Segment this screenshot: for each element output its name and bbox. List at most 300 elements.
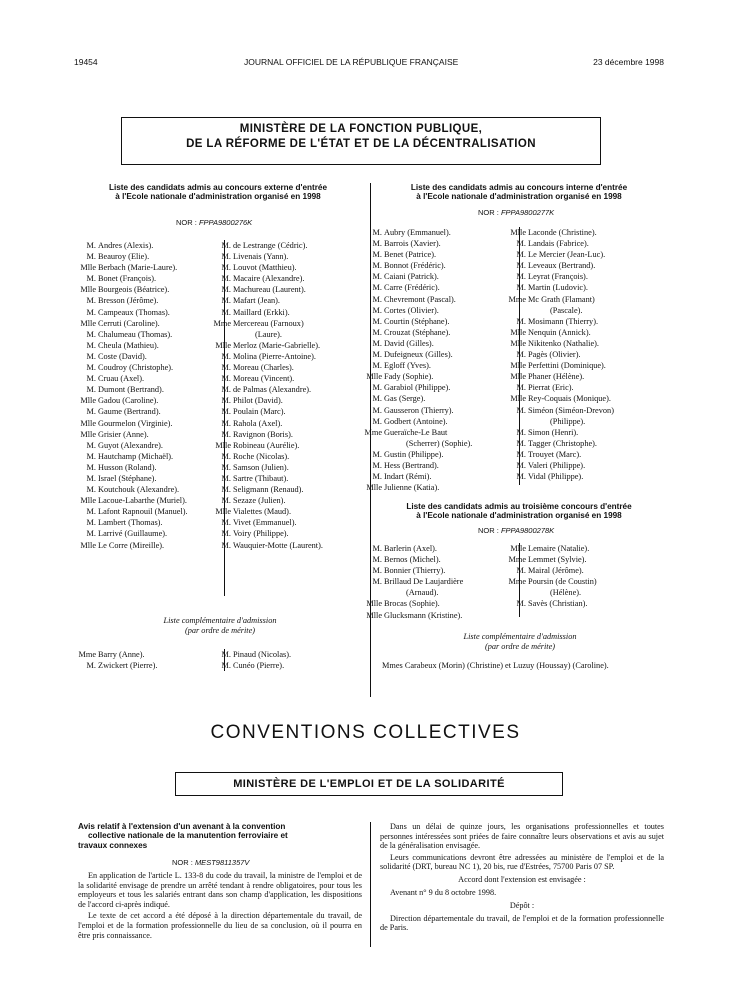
nor-label: NOR : xyxy=(172,858,193,867)
candidate-name: Zwickert (Pierre). xyxy=(98,661,158,671)
candidate-name: Samson (Julien). xyxy=(233,462,289,472)
avis-left-text xyxy=(78,871,362,940)
candidate-title: Mlle xyxy=(215,340,231,350)
candidate-row xyxy=(364,482,514,493)
candidate-row xyxy=(364,427,514,438)
candidate-name: Julienne (Katia). xyxy=(384,483,440,493)
candidate-title: M. xyxy=(221,485,231,495)
troisieme-compl-names: Mmes Carabeux (Morin) (Christine) et Luzuy (Houssay) (Caroline). xyxy=(382,661,609,670)
candidate-title: Mlle xyxy=(510,361,526,371)
candidate-name: Bourgeois (Béatrice). xyxy=(98,285,170,295)
ministry-fonction-publique-heading xyxy=(121,117,601,165)
avis-paragraph: Le texte de cet accord a été déposé à la direction départementale du travail, de l'emploi et de la formation professionnelle du lieu de sa conclusion, où il pourra en être pris connaissance. xyxy=(78,911,362,940)
candidate-row xyxy=(213,384,363,395)
candidate-name: Voiry (Philippe). xyxy=(233,529,289,539)
interne-list-col2 xyxy=(508,227,663,482)
candidate-title: M. xyxy=(221,396,231,406)
candidate-row xyxy=(213,440,363,451)
candidate-name: Cheula (Mathieu). xyxy=(98,340,159,350)
candidate-row xyxy=(213,418,363,429)
candidate-row xyxy=(364,249,514,260)
candidate-row xyxy=(213,362,363,373)
candidate-row xyxy=(213,660,363,671)
candidate-name: Carre (Frédéric). xyxy=(384,283,440,293)
candidate-title: M. xyxy=(372,283,382,293)
candidate-name: (Arnaud). xyxy=(406,588,439,598)
candidate-name: Gausseron (Thierry). xyxy=(384,405,454,415)
candidate-title: M. xyxy=(516,427,526,437)
candidate-name: Husson (Roland). xyxy=(98,462,157,472)
avis-paragraph: Accord dont l'extension est envisagée : xyxy=(458,874,586,884)
candidate-name: Mc Grath (Flamant) xyxy=(528,294,595,304)
candidate-name: Indart (Rémi). xyxy=(384,472,432,482)
candidate-row xyxy=(78,340,223,351)
candidate-title: M. xyxy=(516,472,526,482)
candidate-row xyxy=(213,340,363,351)
candidate-row xyxy=(213,528,363,539)
candidate-row xyxy=(78,462,223,473)
candidate-title: Mlle xyxy=(510,338,526,348)
candidate-title: M. xyxy=(221,296,231,306)
candidate-title: M. xyxy=(516,316,526,326)
candidate-row xyxy=(364,471,514,482)
candidate-title: M. xyxy=(516,261,526,271)
candidate-name: Lemaire (Natalie). xyxy=(528,544,590,553)
candidate-row xyxy=(364,294,514,305)
candidate-row xyxy=(364,271,514,282)
candidate-name: Hess (Bertrand). xyxy=(384,460,439,470)
candidate-row xyxy=(213,506,363,517)
candidate-title: M. xyxy=(372,449,382,459)
candidate-title: M. xyxy=(221,473,231,483)
candidate-name: Berbach (Marie-Laure). xyxy=(98,263,178,273)
candidate-row xyxy=(364,316,514,327)
candidate-row xyxy=(364,382,514,393)
candidate-name: Aubry (Emmanuel). xyxy=(384,228,451,237)
candidate-name: Courtin (Stéphane). xyxy=(384,316,450,326)
externe-title-line1: Liste des candidats admis au concours externe d'entrée xyxy=(108,183,328,192)
candidate-name: Moreau (Charles). xyxy=(233,363,294,373)
candidate-title: M. xyxy=(86,507,96,517)
candidate-row xyxy=(508,327,663,338)
candidate-row xyxy=(508,305,663,316)
troisieme-complementaire-heading xyxy=(400,632,640,652)
candidate-name: Brillaud De Laujardière xyxy=(384,577,464,587)
avis-title-line1: Avis relatif à l'extension d'un avenant à la convention xyxy=(78,822,286,831)
externe-title xyxy=(78,183,358,202)
nor-code: FPPA9800276K xyxy=(198,218,253,227)
candidate-title: M. xyxy=(372,294,382,304)
candidate-row xyxy=(508,360,663,371)
candidate-title: M. xyxy=(516,566,526,576)
candidate-row xyxy=(78,251,223,262)
candidate-title: M. xyxy=(372,577,382,587)
avis-title xyxy=(78,822,363,850)
avis-nor xyxy=(172,858,249,867)
candidate-name: Coudroy (Christophe). xyxy=(98,363,174,373)
candidate-name: Nenquin (Annick). xyxy=(528,327,591,337)
candidate-name: Siméon (Siméon-Drevon) xyxy=(528,405,614,415)
candidate-row xyxy=(508,260,663,271)
candidate-name: Lambert (Thomas). xyxy=(98,518,163,528)
candidate-name: Robineau (Aurélie). xyxy=(233,440,300,450)
troisieme-list-col1 xyxy=(364,543,514,621)
candidate-title: Mlle xyxy=(366,372,382,382)
candidate-name: Tagger (Christophe). xyxy=(528,438,598,448)
candidate-title: Mlle xyxy=(80,285,96,295)
candidate-row xyxy=(78,351,223,362)
candidate-row xyxy=(78,329,223,340)
candidate-name: Hautchamp (Michaël). xyxy=(98,451,174,461)
candidate-row xyxy=(508,449,663,460)
candidate-title: M. xyxy=(221,285,231,295)
candidate-name: Laconde (Christine). xyxy=(528,228,597,237)
candidate-name: Cerruti (Caroline). xyxy=(98,318,160,328)
candidate-name: David (Gilles). xyxy=(384,338,434,348)
candidate-name: Macaire (Alexandre). xyxy=(233,274,305,284)
candidate-row xyxy=(78,649,223,660)
candidate-name: Martin (Ludovic). xyxy=(528,283,588,293)
candidate-title: M. xyxy=(86,374,96,384)
candidate-name: (Hélène). xyxy=(550,588,582,598)
candidate-title: M. xyxy=(221,529,231,539)
candidate-row xyxy=(508,460,663,471)
candidate-row xyxy=(508,405,663,416)
candidate-row xyxy=(213,273,363,284)
avis-right-text xyxy=(380,822,664,933)
candidate-name: Vivet (Emmanuel). xyxy=(233,518,297,528)
nor-label: NOR : xyxy=(176,218,197,227)
candidate-name: Molina (Pierre-Antoine). xyxy=(233,351,316,361)
candidate-name: Barry (Anne). xyxy=(98,650,145,659)
candidate-title: M. xyxy=(516,599,526,609)
candidate-name: Dufeigneux (Gilles). xyxy=(384,350,453,360)
candidate-title: M. xyxy=(372,316,382,326)
candidate-name: Bernos (Michel). xyxy=(384,555,441,565)
candidate-row xyxy=(213,649,363,660)
troisieme-title-line1: Liste des candidats admis au troisième concours d'entrée xyxy=(406,502,632,511)
candidate-name: Godbert (Antoine). xyxy=(384,416,448,426)
candidate-row xyxy=(78,418,223,429)
externe-list-col2 xyxy=(213,240,363,551)
candidate-name: Andres (Alexis). xyxy=(98,241,154,250)
candidate-title: M. xyxy=(516,449,526,459)
candidate-name: Chevremont (Pascal). xyxy=(384,294,456,304)
candidate-row xyxy=(364,393,514,404)
candidate-name: Maillard (Erkki). xyxy=(233,307,290,317)
candidate-title: M. xyxy=(516,350,526,360)
candidate-row xyxy=(78,395,223,406)
candidate-name: Simon (Henri). xyxy=(528,427,579,437)
candidate-name: Gadou (Caroline). xyxy=(98,396,159,406)
candidate-name: Rahola (Axel). xyxy=(233,418,283,428)
candidate-title: M. xyxy=(221,374,231,384)
candidate-name: Chalumeau (Thomas). xyxy=(98,329,173,339)
candidate-title: M. xyxy=(221,496,231,506)
interne-list-col1 xyxy=(364,227,514,493)
candidate-name: Garabiol (Philippe). xyxy=(384,383,451,393)
candidate-name: Gas (Serge). xyxy=(384,394,426,404)
candidate-row xyxy=(508,416,663,427)
candidate-row xyxy=(78,240,223,251)
candidate-title: M. xyxy=(221,540,231,550)
candidate-name: Mairal (Jérôme). xyxy=(528,566,584,576)
candidate-title: M. xyxy=(221,307,231,317)
candidate-title: M. xyxy=(86,485,96,495)
candidate-row xyxy=(78,495,223,506)
candidate-row xyxy=(78,517,223,528)
candidate-name: Nikitenko (Nathalie). xyxy=(528,338,599,348)
candidate-name: Poursin (de Coustin) xyxy=(528,577,597,587)
compl-line2: (par ordre de mérite) xyxy=(484,642,556,651)
candidate-row xyxy=(78,362,223,373)
candidate-row xyxy=(78,473,223,484)
candidate-title: M. xyxy=(221,351,231,361)
candidate-name: Rey-Coquais (Monique). xyxy=(528,394,611,404)
candidate-title: M. xyxy=(372,394,382,404)
candidate-row xyxy=(364,238,514,249)
candidate-title: M. xyxy=(372,350,382,360)
candidate-name: Machureau (Laurent). xyxy=(233,285,306,295)
candidate-row xyxy=(213,451,363,462)
candidate-name: Cunéo (Pierre). xyxy=(233,661,285,671)
externe-compl-col1 xyxy=(78,649,223,671)
candidate-row xyxy=(213,329,363,340)
candidate-row xyxy=(364,460,514,471)
candidate-title: Mlle xyxy=(80,318,96,328)
candidate-name: Caiani (Patrick). xyxy=(384,272,439,282)
candidate-title: M. xyxy=(372,472,382,482)
candidate-row xyxy=(508,238,663,249)
candidate-title: Mme xyxy=(508,555,526,565)
candidate-name: Crouzat (Stéphane). xyxy=(384,327,451,337)
externe-nor xyxy=(176,218,252,227)
candidate-title: M. xyxy=(221,274,231,284)
candidate-title: M. xyxy=(221,462,231,472)
avis-paragraph: En application de l'article L. 133-8 du code du travail, la ministre de l'emploi et de la solidarité envisage de prendre un arrêté tendant à rendre obligatoires, pour tous les employeurs et tous les salariés entrant dans son champ d'application, les dispositions de l'accord ci-après indiqué. xyxy=(78,871,362,909)
externe-compl-col2 xyxy=(213,649,363,671)
candidate-title: Mlle xyxy=(510,394,526,404)
candidate-row xyxy=(213,406,363,417)
candidate-row xyxy=(213,284,363,295)
candidate-row xyxy=(213,462,363,473)
candidate-title: M. xyxy=(86,351,96,361)
compl-line1: Liste complémentaire d'admission xyxy=(463,632,577,641)
candidate-row xyxy=(213,295,363,306)
ministry-emploi-heading: MINISTÈRE DE L'EMPLOI ET DE LA SOLIDARITÉ xyxy=(175,772,563,796)
candidate-title: M. xyxy=(221,518,231,528)
candidate-row xyxy=(213,240,363,251)
candidate-title: M. xyxy=(86,340,96,350)
candidate-title: M. xyxy=(221,252,231,262)
candidate-name: Bonnot (Frédéric). xyxy=(384,261,446,271)
candidate-row xyxy=(78,506,223,517)
candidate-row xyxy=(78,318,223,329)
candidate-title: M. xyxy=(372,361,382,371)
candidate-row xyxy=(508,282,663,293)
interne-title xyxy=(374,183,664,202)
candidate-name: Valeri (Philippe). xyxy=(528,460,586,470)
candidate-name: Gustin (Philippe). xyxy=(384,449,444,459)
candidate-name: Glucksmann (Kristine). xyxy=(384,610,463,620)
candidate-row xyxy=(213,429,363,440)
candidate-title: M. xyxy=(372,383,382,393)
candidate-title: M. xyxy=(516,438,526,448)
candidate-row xyxy=(508,565,663,576)
candidate-name: Barrois (Xavier). xyxy=(384,239,441,249)
candidate-title: M. xyxy=(221,385,231,395)
candidate-row xyxy=(508,316,663,327)
candidate-name: Lafont Rapnouil (Manuel). xyxy=(98,507,188,517)
candidate-row xyxy=(78,384,223,395)
candidate-name: Fady (Sophie). xyxy=(384,372,434,382)
avis-paragraph: Avenant n° 9 du 8 octobre 1998. xyxy=(390,887,497,897)
nor-code: MEST9811357V xyxy=(194,858,250,867)
avis-paragraph: Leurs communications devront être adressées au ministère de l'emploi et de la solidarité (DRT, bureau NC 1), 20 bis, rue d'Estrées, 75700 Paris 07 SP. xyxy=(380,852,664,872)
candidate-row xyxy=(508,576,663,587)
candidate-title: M. xyxy=(86,529,96,539)
candidate-name: de Palmas (Alexandre). xyxy=(233,385,312,395)
candidate-title: M. xyxy=(516,405,526,415)
candidate-title: M. xyxy=(372,405,382,415)
candidate-row xyxy=(364,610,514,621)
candidate-row xyxy=(508,598,663,609)
candidate-row xyxy=(213,351,363,362)
candidate-title: M. xyxy=(86,473,96,483)
candidate-title: M. xyxy=(86,241,96,250)
candidate-row xyxy=(508,587,663,598)
candidate-title: M. xyxy=(221,407,231,417)
candidate-title: M. xyxy=(372,460,382,470)
candidate-name: Poulain (Marc). xyxy=(233,407,286,417)
candidate-title: M. xyxy=(372,272,382,282)
candidate-name: Israel (Stéphane). xyxy=(98,473,157,483)
candidate-row xyxy=(508,393,663,404)
candidate-title: Mlle xyxy=(80,496,96,506)
candidate-row xyxy=(213,251,363,262)
candidate-title: M. xyxy=(86,462,96,472)
candidate-name: Trouyet (Marc). xyxy=(528,449,582,459)
externe-complementaire-heading xyxy=(110,616,330,636)
interne-nor xyxy=(478,208,554,217)
candidate-row xyxy=(364,282,514,293)
candidate-name: Roche (Nicolas). xyxy=(233,451,290,461)
candidate-name: Merloz (Marie-Gabrielle). xyxy=(233,340,321,350)
candidate-title: M. xyxy=(221,650,231,659)
candidate-title: M. xyxy=(86,274,96,284)
candidate-row xyxy=(364,598,514,609)
candidate-row xyxy=(78,406,223,417)
candidate-row xyxy=(213,495,363,506)
candidate-title: M. xyxy=(372,566,382,576)
avis-title-line2: collective nationale de la manutention ferroviaire et xyxy=(88,831,288,841)
avis-title-line3: travaux connexes xyxy=(78,840,148,850)
candidate-row xyxy=(508,338,663,349)
candidate-row xyxy=(364,416,514,427)
page-number: 19454 xyxy=(74,57,98,67)
candidate-title: M. xyxy=(86,363,96,373)
candidate-title: Mme xyxy=(213,318,231,328)
candidate-title: M. xyxy=(372,416,382,426)
candidate-row xyxy=(508,227,663,238)
candidate-title: Mme xyxy=(364,427,382,437)
candidate-name: Benet (Patrice). xyxy=(384,250,437,260)
issue-date: 23 décembre 1998 xyxy=(593,57,664,67)
candidate-title: Mlle xyxy=(366,599,382,609)
candidate-title: Mlle xyxy=(366,610,382,620)
candidate-title: Mlle xyxy=(80,429,96,439)
candidate-title: Mlle xyxy=(80,396,96,406)
candidate-title: Mlle xyxy=(510,228,526,237)
candidate-row xyxy=(78,262,223,273)
candidate-title: M. xyxy=(86,385,96,395)
externe-list-col1 xyxy=(78,240,223,551)
avis-paragraph: Direction départementale du travail, de l'emploi et de la formation professionnelle de Paris. xyxy=(380,913,664,933)
candidate-row xyxy=(78,429,223,440)
troisieme-title xyxy=(374,502,664,521)
candidate-name: Philot (David). xyxy=(233,396,283,406)
candidate-title: M. xyxy=(372,239,382,249)
candidate-title: M. xyxy=(516,272,526,282)
candidate-name: Lemmet (Sylvie). xyxy=(528,555,587,565)
candidate-title: M. xyxy=(372,327,382,337)
candidate-title: M. xyxy=(221,263,231,273)
candidate-name: Leyrat (François). xyxy=(528,272,588,282)
interne-title-line1: Liste des candidats admis au concours interne d'entrée xyxy=(410,183,628,192)
candidate-name: Cruau (Axel). xyxy=(98,374,145,384)
candidate-name: Coste (David). xyxy=(98,351,147,361)
candidate-row xyxy=(508,471,663,482)
candidate-row xyxy=(213,517,363,528)
candidate-name: Lacoue-Labarthe (Muriel). xyxy=(98,496,187,506)
candidate-row xyxy=(78,484,223,495)
candidate-title: M. xyxy=(86,661,96,671)
candidate-name: Mosimann (Thierry). xyxy=(528,316,599,326)
candidate-title: M. xyxy=(372,228,382,237)
candidate-title: M. xyxy=(86,252,96,262)
ministry-heading-line1: MINISTÈRE DE LA FONCTION PUBLIQUE, xyxy=(239,123,483,135)
candidate-row xyxy=(78,528,223,539)
candidate-title: M. xyxy=(516,239,526,249)
candidate-title: M. xyxy=(221,451,231,461)
candidate-row xyxy=(364,554,514,565)
candidate-name: Gueraïche-Le Baut xyxy=(384,427,448,437)
candidate-title: M. xyxy=(372,338,382,348)
candidate-row xyxy=(78,284,223,295)
candidate-row xyxy=(78,540,223,551)
candidate-title: M. xyxy=(221,241,231,250)
candidate-title: M. xyxy=(86,329,96,339)
candidate-row xyxy=(78,273,223,284)
candidate-name: Leveaux (Bertrand). xyxy=(528,261,596,271)
candidate-name: Phaner (Hélène). xyxy=(528,372,585,382)
candidate-row xyxy=(213,307,363,318)
nor-code: FPPA9800277K xyxy=(500,208,555,217)
candidate-name: Gaume (Bertrand). xyxy=(98,407,161,417)
candidate-title: Mlle xyxy=(510,544,526,553)
candidate-name: Pagès (Olivier). xyxy=(528,350,581,360)
candidate-title: Mme xyxy=(78,650,96,659)
candidate-name: Vialettes (Maud). xyxy=(233,507,292,517)
candidate-name: Sezaze (Julien). xyxy=(233,496,286,506)
candidate-row xyxy=(213,318,363,329)
candidate-row xyxy=(508,438,663,449)
candidate-name: Vidal (Philippe). xyxy=(528,472,584,482)
candidate-name: Mercereau (Farnoux) xyxy=(233,318,304,328)
candidate-row xyxy=(213,373,363,384)
candidate-title: M. xyxy=(372,544,382,553)
candidate-row xyxy=(508,349,663,360)
